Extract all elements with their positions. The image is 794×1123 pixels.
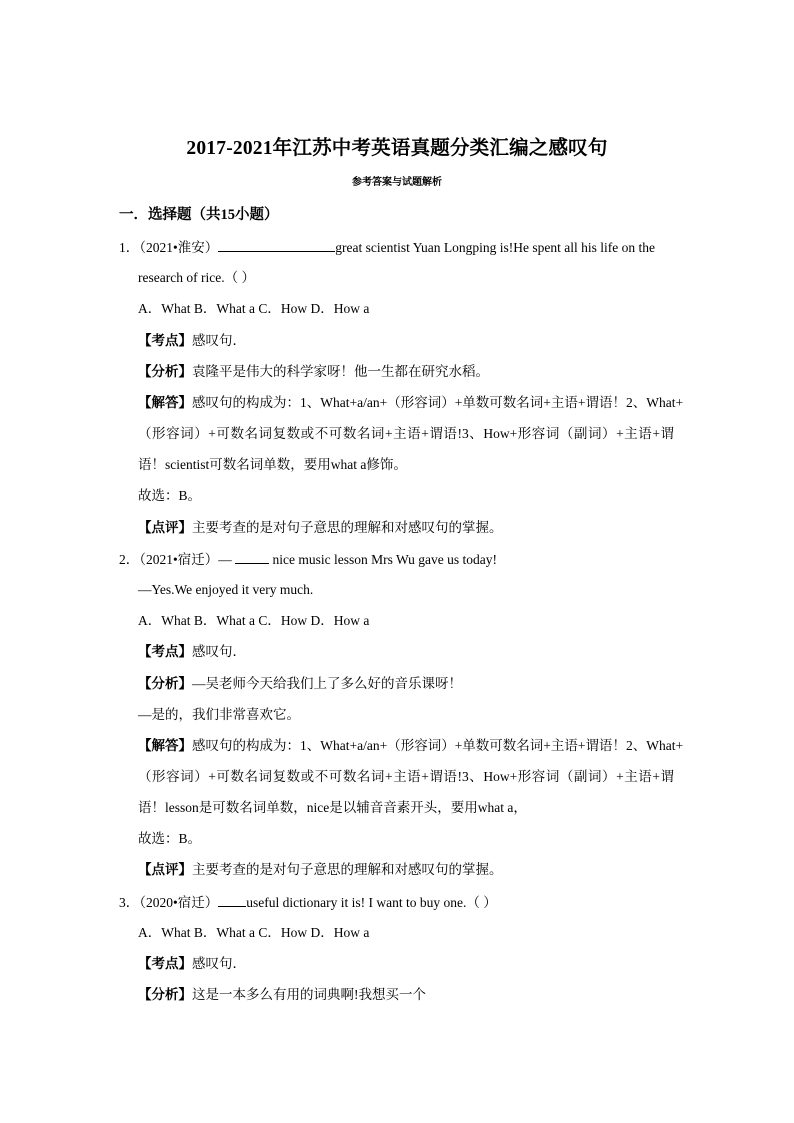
q2-source: （2021•宿迁）— [139, 552, 232, 567]
q1-kaodian [138, 331, 246, 351]
jieda-label: 【解答】 [138, 738, 192, 753]
q2-jieda-1 [138, 736, 684, 756]
q3-fenxi [138, 985, 426, 1005]
q3-stem [119, 892, 497, 913]
q2-stem-text: nice music lesson Mrs Wu gave us today! [272, 552, 498, 567]
q1-jieda-text-1: 感叹句的构成为：1、What+a/an+（形容词）+单数可数名词+主语+谓语！2、What+ [192, 395, 684, 410]
q3-blank [218, 892, 246, 907]
fenxi-label: 【分析】 [138, 676, 192, 691]
q1-jieda-1 [138, 393, 684, 413]
kaodian-label: 【考点】 [138, 644, 192, 659]
q2-dianping [138, 860, 503, 880]
q2-options: A．What B．What a C．How D．How a [138, 613, 370, 628]
document-title: 2017-2021年江苏中考英语真题分类汇编之感叹句 [186, 138, 608, 159]
q3-fenxi-text: 这是一本多么有用的词典啊!我想买一个 [192, 987, 426, 1002]
q1-blank [218, 237, 335, 252]
kaodian-label: 【考点】 [138, 956, 192, 971]
q1-number: 1． [119, 240, 140, 255]
q3-stem-text: useful dictionary it is! I want to buy one.（ ） [246, 895, 497, 910]
q2-jieda-2: （形容词）+可数名词复数或不可数名词+主语+谓语!3、How+形容词（副词）+主语+谓 [138, 769, 674, 784]
document-subtitle: 参考答案与试题解析 [352, 177, 442, 188]
q2-dianping-text: 主要考查的是对句子意思的理解和对感叹句的掌握。 [192, 862, 503, 877]
q1-answer: 故选：B。 [138, 488, 202, 503]
dianping-label: 【点评】 [138, 862, 192, 877]
q1-fenxi [138, 362, 489, 382]
q1-options: A．What B．What a C．How D．How a [138, 301, 370, 316]
fenxi-label: 【分析】 [138, 987, 192, 1002]
q3-options: A．What B．What a C．How D．How a [138, 925, 370, 940]
q2-fenxi [138, 674, 462, 694]
q2-number: 2． [119, 552, 140, 567]
q2-jieda-3: 语！lesson是可数名词单数，nice是以辅音音素开头，要用what a， [138, 800, 527, 815]
q2-fenxi-2: —是的，我们非常喜欢它。 [138, 707, 300, 722]
jieda-label: 【解答】 [138, 395, 192, 410]
q1-dianping [138, 518, 503, 538]
q3-kaodian-text: 感叹句． [192, 956, 246, 971]
q3-kaodian [138, 954, 246, 974]
q3-source: （2020•宿迁） [139, 895, 219, 910]
q2-fenxi-text: —吴老师今天给我们上了多么好的音乐课呀！ [192, 676, 462, 691]
section-heading: 一．选择题（共15小题） [119, 207, 279, 223]
q1-jieda-2: （形容词）+可数名词复数或不可数名词+主语+谓语!3、How+形容词（副词）+主语+谓 [138, 426, 674, 441]
q1-kaodian-text: 感叹句． [192, 333, 246, 348]
q3-number: 3． [119, 895, 140, 910]
q1-stem-text: great scientist Yuan Longping is!He spent all his life on the [335, 240, 655, 255]
q2-kaodian-text: 感叹句． [192, 644, 246, 659]
q1-fenxi-text: 袁隆平是伟大的科学家呀！他一生都在研究水稻。 [192, 364, 489, 379]
q2-stem [119, 549, 497, 570]
fenxi-label: 【分析】 [138, 364, 192, 379]
kaodian-label: 【考点】 [138, 333, 192, 348]
q2-stem-line2: —Yes.We enjoyed it very much. [138, 582, 314, 597]
q2-jieda-text-1: 感叹句的构成为：1、What+a/an+（形容词）+单数可数名词+主语+谓语！2、What+ [192, 738, 684, 753]
q2-kaodian [138, 642, 246, 662]
q2-answer: 故选：B。 [138, 831, 202, 846]
q1-source: （2021•淮安） [139, 240, 219, 255]
q1-stem [119, 237, 655, 258]
q1-dianping-text: 主要考查的是对句子意思的理解和对感叹句的掌握。 [192, 520, 503, 535]
q1-jieda-3: 语！scientist可数名词单数，要用what a修饰。 [138, 457, 407, 472]
q1-stem-line2: research of rice.（ ） [138, 270, 255, 285]
q2-blank [235, 549, 269, 564]
dianping-label: 【点评】 [138, 520, 192, 535]
